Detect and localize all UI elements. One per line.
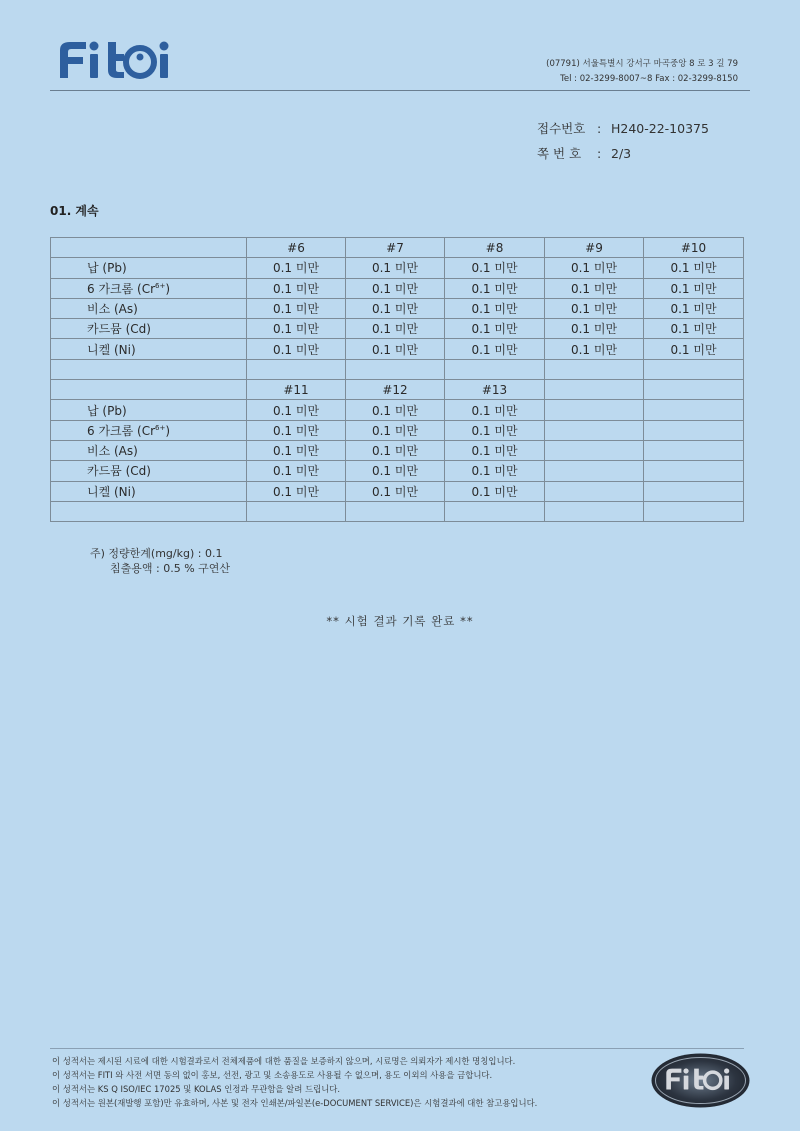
result-cell (545, 461, 644, 481)
result-cell: 0.1 미만 (445, 440, 545, 460)
fiti-logo (56, 34, 180, 84)
completion-text: ** 시험 결과 기록 완료 ** (326, 614, 474, 628)
result-cell: 0.1 미만 (247, 339, 346, 359)
result-cell: 0.1 미만 (346, 339, 445, 359)
empty-cell (247, 501, 346, 521)
result-cell: 0.1 미만 (247, 400, 346, 420)
colon: : (597, 146, 602, 161)
table-header-row (51, 380, 744, 400)
leaching-solution-note: 침출용액 : 0.5 % 구연산 (110, 562, 231, 575)
receipt-number-value: H240-22-10375 (611, 121, 709, 136)
table-row (51, 440, 744, 460)
analyte-name: 납 (Pb) (51, 258, 247, 278)
analyte-name: 납 (Pb) (51, 400, 247, 420)
result-cell: 0.1 미만 (247, 461, 346, 481)
table-row (51, 461, 744, 481)
section-title: 01. 계속 (50, 204, 99, 218)
result-cell: 0.1 미만 (545, 258, 644, 278)
result-cell (644, 461, 744, 481)
result-cell (644, 400, 744, 420)
result-cell: 0.1 미만 (445, 319, 545, 339)
result-cell (545, 400, 644, 420)
result-cell: 0.1 미만 (247, 440, 346, 460)
superscript: 6+ (155, 423, 166, 432)
analyte-name-end: ) (165, 423, 171, 438)
page-number-label: 쪽 번 호 (537, 146, 582, 161)
result-cell: 0.1 미만 (445, 278, 545, 298)
analyte-name: 니켈 (Ni) (51, 481, 247, 501)
result-cell: 0.1 미만 (644, 298, 744, 318)
superscript: 6+ (155, 281, 166, 290)
result-cell: 0.1 미만 (644, 278, 744, 298)
empty-cell (346, 359, 445, 379)
quantification-limit-note: 주) 정량한계(mg/kg) : 0.1 (90, 547, 223, 560)
result-cell: 0.1 미만 (346, 258, 445, 278)
empty-cell (545, 501, 644, 521)
sample-header: #10 (644, 238, 744, 258)
empty-cell (644, 359, 744, 379)
result-cell: 0.1 미만 (545, 298, 644, 318)
result-cell (545, 440, 644, 460)
result-cell: 0.1 미만 (644, 319, 744, 339)
sample-header (644, 380, 744, 400)
company-address (546, 57, 738, 87)
result-cell: 0.1 미만 (545, 278, 644, 298)
result-cell: 0.1 미만 (247, 420, 346, 440)
result-cell: 0.1 미만 (346, 440, 445, 460)
result-cell (644, 440, 744, 460)
fiti-hologram-stamp (650, 1052, 751, 1109)
analyte-name: 비소 (As) (51, 440, 247, 460)
result-cell (545, 481, 644, 501)
analyte-name (51, 420, 247, 440)
result-cell: 0.1 미만 (346, 461, 445, 481)
result-cell: 0.1 미만 (445, 258, 545, 278)
table-header-row (51, 238, 744, 258)
empty-cell (51, 359, 247, 379)
result-cell: 0.1 미만 (644, 258, 744, 278)
empty-cell (445, 359, 545, 379)
sample-header: #12 (346, 380, 445, 400)
result-cell: 0.1 미만 (346, 298, 445, 318)
table-row (51, 258, 744, 278)
disclaimer-line: 이 성적서는 원본(재발행 포함)만 유효하며, 사본 및 전자 인쇄본/파일본(e-DOCUMENT SERVICE)은 시험결과에 대한 참고용입니다. (52, 1098, 538, 1108)
address-line: (07791) 서울특별시 강서구 마곡중앙 8 로 3 길 79 (546, 59, 738, 69)
sample-header: #8 (445, 238, 545, 258)
table-row (51, 420, 744, 440)
result-cell: 0.1 미만 (445, 400, 545, 420)
result-cell (644, 481, 744, 501)
empty-cell (644, 501, 744, 521)
disclaimer-line: 이 성적서는 제시된 시료에 대한 시험결과로서 전체제품에 대한 품질을 보증하지 않으며, 시료명은 의뢰자가 제시한 명칭입니다. (52, 1056, 516, 1066)
sample-header: #13 (445, 380, 545, 400)
result-cell: 0.1 미만 (346, 278, 445, 298)
analyte-name: 카드뮴 (Cd) (51, 461, 247, 481)
empty-cell (51, 380, 247, 400)
result-cell (545, 420, 644, 440)
result-cell: 0.1 미만 (445, 481, 545, 501)
spacer-row (51, 359, 744, 379)
empty-cell (346, 501, 445, 521)
contact-line: Tel : 02-3299-8007~8 Fax : 02-3299-8150 (560, 74, 738, 84)
table-row (51, 481, 744, 501)
sample-header: #6 (247, 238, 346, 258)
table-row (51, 319, 744, 339)
analyte-name: 니켈 (Ni) (51, 339, 247, 359)
table-row (51, 278, 744, 298)
result-cell: 0.1 미만 (346, 319, 445, 339)
disclaimer-line: 이 성적서는 FITI 와 사전 서면 동의 없이 홍보, 선전, 광고 및 소송용도로 사용될 수 없으며, 용도 이외의 사용을 금합니다. (52, 1070, 493, 1080)
receipt-number-label: 접수번호 (537, 121, 586, 136)
sample-header (545, 380, 644, 400)
sample-header: #9 (545, 238, 644, 258)
result-cell: 0.1 미만 (247, 278, 346, 298)
table-row (51, 400, 744, 420)
results-table (50, 237, 744, 522)
disclaimer-line: 이 성적서는 KS Q ISO/IEC 17025 및 KOLAS 인정과 무관함을 알려 드립니다. (52, 1084, 341, 1094)
analyte-name (51, 278, 247, 298)
result-cell: 0.1 미만 (445, 298, 545, 318)
result-cell: 0.1 미만 (247, 481, 346, 501)
table-row (51, 339, 744, 359)
result-cell: 0.1 미만 (247, 319, 346, 339)
result-cell (644, 420, 744, 440)
footer-divider (50, 1048, 744, 1049)
empty-cell (51, 238, 247, 258)
footer-disclaimer (52, 1054, 537, 1110)
result-cell: 0.1 미만 (445, 461, 545, 481)
table-row (51, 298, 744, 318)
receipt-info (537, 116, 709, 166)
result-cell: 0.1 미만 (346, 400, 445, 420)
analyte-name: 카드뮴 (Cd) (51, 319, 247, 339)
result-cell: 0.1 미만 (247, 258, 346, 278)
table-notes (90, 546, 230, 576)
sample-header: #11 (247, 380, 346, 400)
analyte-name: 비소 (As) (51, 298, 247, 318)
analyte-name-end: ) (165, 281, 171, 296)
sample-header: #7 (346, 238, 445, 258)
spacer-row (51, 501, 744, 521)
empty-cell (445, 501, 545, 521)
empty-cell (545, 359, 644, 379)
result-cell: 0.1 미만 (346, 481, 445, 501)
result-cell: 0.1 미만 (445, 420, 545, 440)
analyte-name-text: 6 가크롬 (Cr (87, 281, 156, 296)
page-number-value: 2/3 (611, 146, 632, 161)
result-cell: 0.1 미만 (644, 339, 744, 359)
result-cell: 0.1 미만 (445, 339, 545, 359)
colon: : (597, 121, 602, 136)
analyte-name-text: 6 가크롬 (Cr (87, 423, 156, 438)
result-cell: 0.1 미만 (545, 319, 644, 339)
header-divider (50, 90, 750, 91)
empty-cell (51, 501, 247, 521)
empty-cell (247, 359, 346, 379)
result-cell: 0.1 미만 (247, 298, 346, 318)
result-cell: 0.1 미만 (545, 339, 644, 359)
result-cell: 0.1 미만 (346, 420, 445, 440)
